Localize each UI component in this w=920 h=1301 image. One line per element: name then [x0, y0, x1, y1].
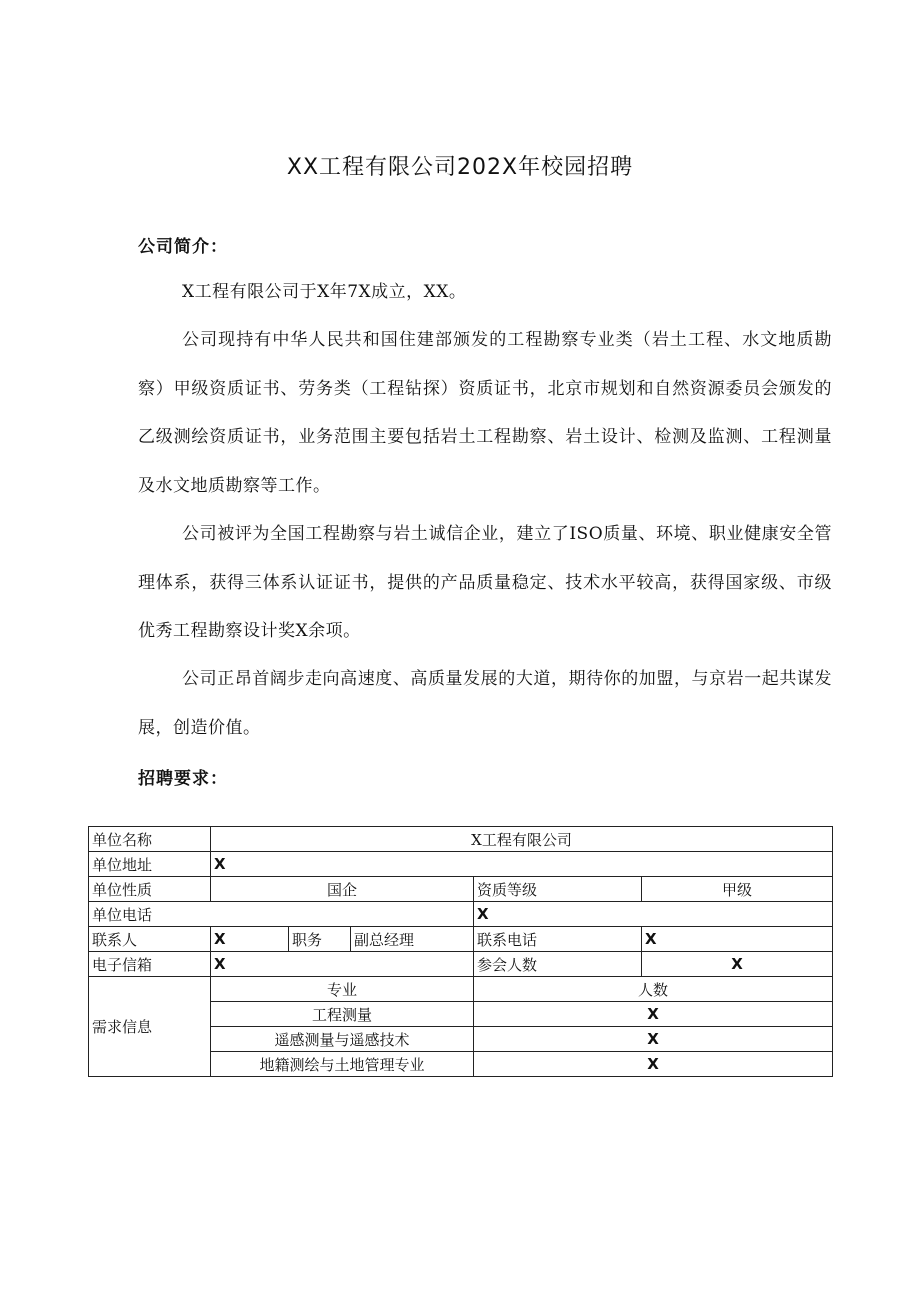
contact-phone-label: 联系电话 — [474, 927, 642, 952]
phone-value: X — [474, 902, 833, 927]
attendees-label: 参会人数 — [474, 952, 642, 977]
address-label: 单位地址 — [89, 852, 211, 877]
position-label: 职务 — [289, 927, 351, 952]
table-row — [89, 952, 833, 977]
demand-major: 地籍测绘与土地管理专业 — [211, 1052, 474, 1077]
table-row — [89, 827, 833, 852]
email-value: X — [211, 952, 474, 977]
phone-label: 单位电话 — [89, 902, 474, 927]
contact-phone-value: X — [642, 927, 833, 952]
count-header: 人数 — [474, 977, 833, 1002]
intro-paragraph-2: 公司现持有中华人民共和国住建部颁发的工程勘察专业类（岩土工程、水文地质勘察）甲级资质证书、劳务类（工程钻探）资质证书，北京市规划和自然资源委员会颁发的乙级测绘资质证书，业务范围主要包括岩土工程勘察、岩土设计、检测及监测、工程测量及水文地质勘察等工作。 — [138, 330, 832, 496]
demand-count: X — [474, 1002, 833, 1027]
major-header: 专业 — [211, 977, 474, 1002]
nature-value: 国企 — [211, 877, 474, 902]
demand-label: 需求信息 — [89, 977, 211, 1077]
recruit-table — [88, 826, 833, 1077]
contact-value: X — [211, 927, 289, 952]
intro-paragraph-4: 公司正昂首阔步走向高速度、高质量发展的大道，期待你的加盟，与京岩一起共谋发展，创造价值。 — [138, 669, 832, 738]
unit-name-value: X工程有限公司 — [211, 827, 833, 852]
unit-name-label: 单位名称 — [89, 827, 211, 852]
intro-paragraph-3: 公司被评为全国工程勘察与岩土诚信企业，建立了ISO质量、环境、职业健康安全管理体系，获得三体系认证证书，提供的产品质量稳定、技术水平较高，获得国家级、市级优秀工程勘察设计奖X余项。 — [138, 524, 832, 641]
recruit-heading: 招聘要求： — [138, 769, 228, 789]
address-value: X — [211, 852, 833, 877]
qualification-label: 资质等级 — [474, 877, 642, 902]
table-row — [89, 977, 833, 1002]
qualification-value: 甲级 — [642, 877, 833, 902]
attendees-value: X — [642, 952, 833, 977]
table-row — [89, 927, 833, 952]
contact-label: 联系人 — [89, 927, 211, 952]
email-label: 电子信箱 — [89, 952, 211, 977]
intro-paragraph-1: X工程有限公司于X年7X成立，XX。 — [182, 282, 467, 302]
demand-major: 工程测量 — [211, 1002, 474, 1027]
demand-count: X — [474, 1027, 833, 1052]
table-row — [89, 877, 833, 902]
demand-major: 遥感测量与遥感技术 — [211, 1027, 474, 1052]
table-row — [89, 852, 833, 877]
table-row — [89, 902, 833, 927]
position-value: 副总经理 — [351, 927, 474, 952]
nature-label: 单位性质 — [89, 877, 211, 902]
intro-heading: 公司简介： — [138, 237, 228, 257]
demand-count: X — [474, 1052, 833, 1077]
page-title: XX工程有限公司202X年校园招聘 — [286, 155, 634, 180]
